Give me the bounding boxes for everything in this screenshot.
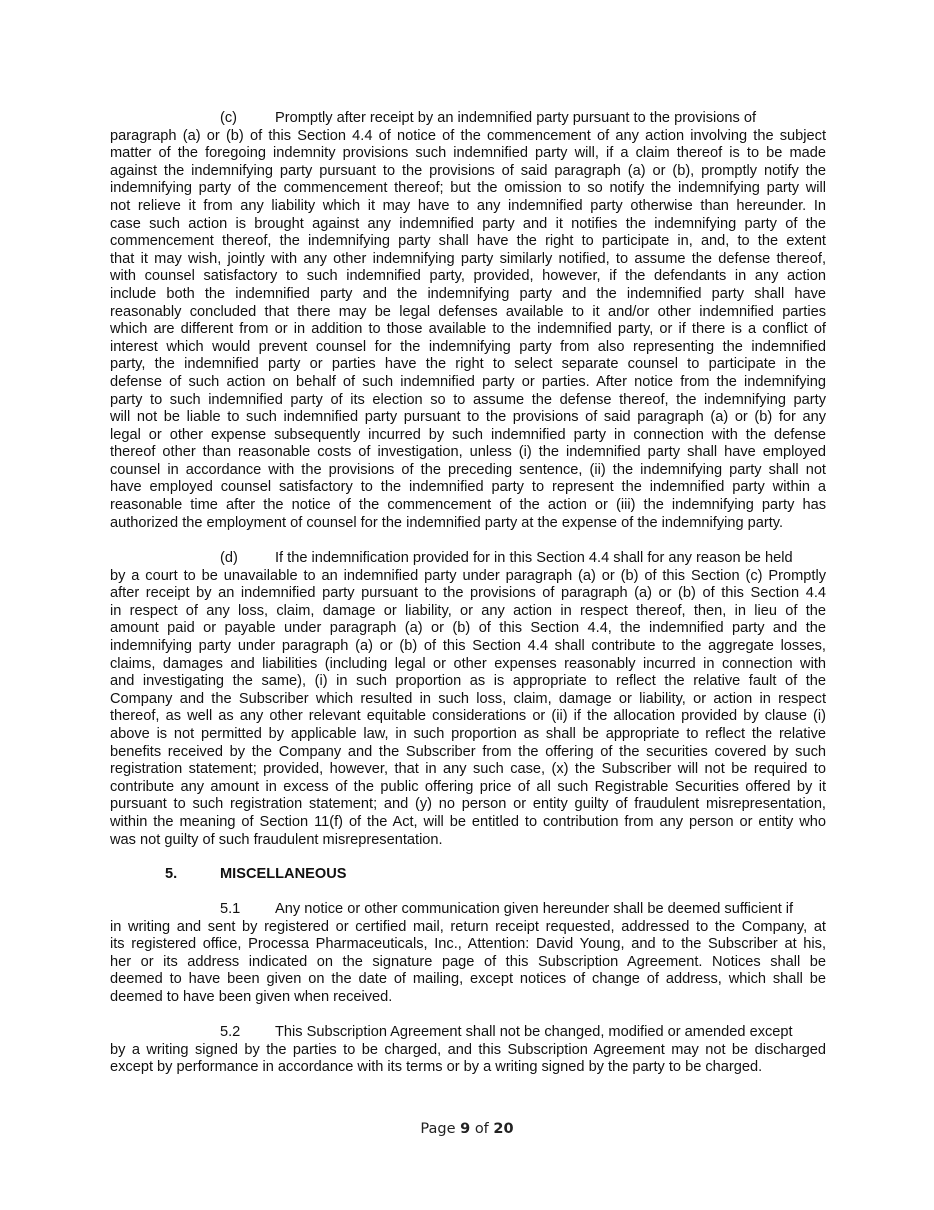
text-line: authorized the employment of counsel for the indemnified party at the expense of the indemnifying party.	[110, 514, 784, 531]
paragraph-label: 5.2	[220, 1024, 241, 1040]
text-line: and investigating the same), (i) in such proportion as is appropriate to reflect the relative fault of the	[110, 673, 826, 690]
text-line: benefits received by the Company and the Subscriber from the offering of the securities covered by such	[110, 743, 826, 760]
text-line: with counsel satisfactory to such indemnified party, provided, however, if the defendants in any action	[110, 268, 826, 285]
text-line: not relieve it from any liability which it may have to any indemnified party otherwise than hereunder. In	[110, 197, 826, 214]
section-5-heading	[165, 866, 346, 882]
text-line: its registered office, Processa Pharmaceuticals, Inc., Attention: David Young, and to the Subscriber at his,	[110, 936, 826, 953]
text-line	[110, 901, 826, 919]
text-line: thereof other than reasonable costs of investigation, unless (i) the indemnified party shall have employed	[110, 444, 826, 461]
text-line: in writing and sent by registered or certified mail, return receipt requested, addressed to the Company, at	[110, 918, 826, 935]
text-line: by a court to be unavailable to an indemnified party under paragraph (a) or (b) of this Section (c) Promptly	[110, 567, 826, 584]
section-number: 5.	[165, 866, 178, 882]
text-line: in respect of any loss, claim, damage or liability, or any action in respect thereof, then, in lieu of the	[110, 602, 826, 619]
text-line: deemed to have been given when received.	[110, 988, 393, 1005]
text-line: pursuant to such registration statement; and (y) no person or entity guilty of fraudulent misrepresentation,	[110, 796, 826, 813]
text-line: that it may wish, jointly with any other indemnifying party similarly notified, to assume the defense thereof,	[110, 250, 826, 267]
text-line: matter of the foregoing indemnity provisions such indemnified party will, if a claim thereof is to be made	[110, 145, 826, 162]
text-line: counsel in accordance with the provisions of the preceding sentence, (ii) the indemnifying party shall not	[110, 461, 826, 478]
line-text: Any notice or other communication given hereunder shall be deemed sufficient if	[275, 901, 794, 917]
text-line: claims, damages and liabilities (including legal or other expenses reasonably incurred in connection with	[110, 655, 826, 672]
text-line: reasonably concluded that there may be legal defenses available to it and/or other indemnified parties	[110, 303, 826, 320]
paragraph-4-4-d	[110, 550, 826, 849]
line-text: Promptly after receipt by an indemnified party pursuant to the provisions of	[275, 110, 757, 126]
page-current: 9	[460, 1121, 471, 1137]
section-title: MISCELLANEOUS	[220, 866, 347, 882]
text-line: paragraph (a) or (b) of this Section 4.4 of notice of the commencement of any action involving the subject	[110, 127, 826, 144]
text-line	[110, 550, 826, 568]
page-total: 20	[493, 1121, 514, 1137]
paragraph-label: 5.1	[220, 901, 241, 917]
text-line: include both the indemnified party and the indemnifying party and the indemnified party shall have	[110, 285, 826, 302]
text-line: was not guilty of such fraudulent misrepresentation.	[110, 831, 443, 848]
text-line: her or its address indicated on the signature page of this Subscription Agreement. Notices shall be	[110, 953, 826, 970]
line-text: This Subscription Agreement shall not be changed, modified or amended except	[275, 1024, 793, 1040]
line-text: If the indemnification provided for in this Section 4.4 shall for any reason be held	[275, 550, 793, 566]
text-line: reasonable time after the notice of the commencement of the action or (iii) the indemnifying party has	[110, 497, 826, 514]
text-line: party, the indemnified party or parties have the right to select separate counsel to participate in the	[110, 356, 826, 373]
text-line: indemnifying party of the commencement thereof; but the omission to so notify the indemnifying party will	[110, 180, 826, 197]
paragraph-4-4-c	[110, 110, 826, 532]
text-line: have employed counsel satisfactory to the indemnified party to represent the indemnified party within a	[110, 479, 826, 496]
paragraph-label: (c)	[220, 110, 238, 126]
text-line: indemnifying party under paragraph (a) or (b) of this Section 4.4 shall contribute to the aggregate losses,	[110, 637, 826, 654]
paragraph-5-2	[110, 1024, 826, 1077]
text-line: after receipt by an indemnified party pursuant to the provisions of paragraph (a) or (b) of this Section 4.4	[110, 585, 826, 602]
text-line: amount paid or payable under paragraph (a) or (b) of this Section 4.4, the indemnified party and the	[110, 620, 826, 637]
text-line	[110, 1024, 826, 1042]
page-label: Page	[420, 1121, 456, 1137]
text-line: within the meaning of Section 11(f) of the Act, will be entitled to contribution from any person or entity who	[110, 813, 826, 830]
text-line: legal or other expense subsequently incurred by such indemnified party in connection with the defense	[110, 426, 826, 443]
page-of: of	[474, 1121, 489, 1137]
text-line: interest which would prevent counsel for the indemnifying party from also representing the indemnified	[110, 338, 826, 355]
page-footer	[0, 1121, 934, 1137]
text-line: by a writing signed by the parties to be charged, and this Subscription Agreement may not be discharged	[110, 1041, 826, 1058]
text-line	[110, 110, 826, 128]
paragraph-label: (d)	[220, 550, 238, 566]
text-line: Company and the Subscriber which resulted in such loss, claim, damage or liability, or action in respect	[110, 690, 826, 707]
paragraph-5-1	[110, 901, 826, 1007]
text-line: against the indemnifying party pursuant to the provisions of said paragraph (a) or (b), promptly notify the	[110, 162, 826, 179]
text-line: contribute any amount in excess of the public offering price of all such Registrable Securities offered by it	[110, 778, 826, 795]
text-line: party to such indemnified party of its election so to assume the defense thereof, the indemnifying party	[110, 391, 826, 408]
text-line: which are different from or in addition to those available to the indemnified party, or if there is a conflict of	[110, 321, 826, 338]
text-line: case such action is brought against any indemnified party and it notifies the indemnifying party of the	[110, 215, 826, 232]
text-line: thereof, as well as any other relevant equitable considerations or (ii) if the allocation provided by clause (i)	[110, 708, 826, 725]
text-line: defense of such action on behalf of such indemnified party or parties. After notice from the indemnifying	[110, 373, 826, 390]
text-line: deemed to have been given on the date of mailing, except notices of change of address, which shall be	[110, 971, 826, 988]
text-line: will not be liable to such indemnified party pursuant to the provisions of said paragraph (a) or (b) for any	[110, 409, 826, 426]
text-line: commencement thereof, the indemnifying party shall have the right to participate in, and, to the extent	[110, 233, 826, 250]
text-line: except by performance in accordance with its terms or by a writing signed by the party to be charged.	[110, 1059, 763, 1076]
text-line: registration statement; provided, however, that in any such case, (x) the Subscriber will not be required to	[110, 761, 826, 778]
text-line: above is not permitted by applicable law, in such proportion as shall be appropriate to reflect the relative	[110, 725, 826, 742]
